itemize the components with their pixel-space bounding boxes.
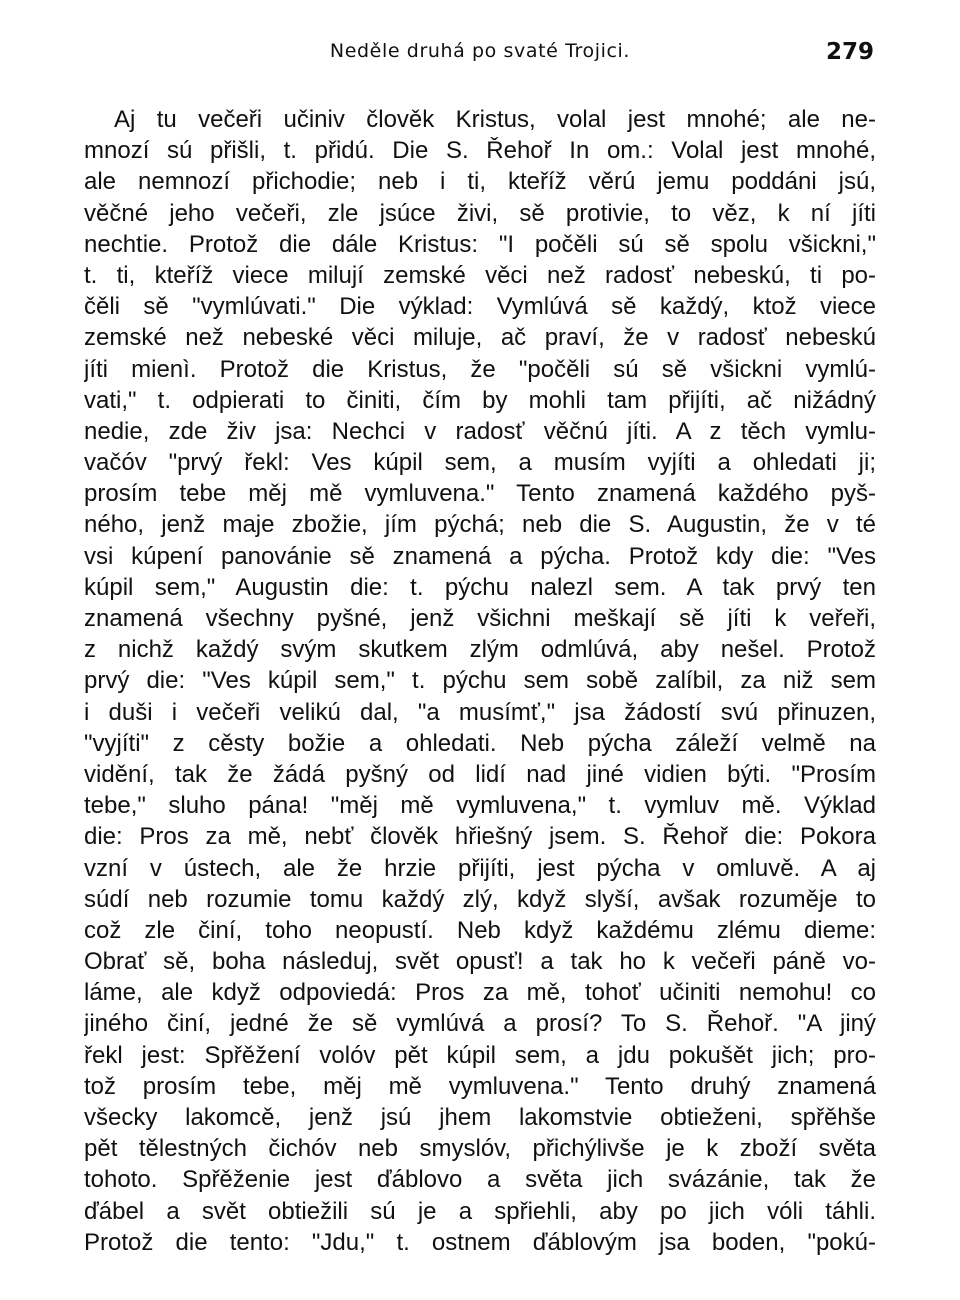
text-line: prosím tebe měj mě vymluvena." Tento znamená každého pyš-	[84, 480, 876, 508]
body-text	[84, 104, 876, 1258]
text-line: ného, jenž maje zbožie, jím pýchá; neb die S. Augustin, že v té	[84, 511, 876, 539]
text-line: súdí neb rozumie tomu každý zlý, když slyší, avšak rozuměje to	[84, 885, 876, 913]
text-line: t. ti, kteříž viece milují zemské věci než radosť nebeskú, ti po-	[84, 261, 876, 289]
text-line: vidění, tak že žádá pyšný od lidí nad jiné vidien býti. "Prosím	[84, 760, 876, 788]
text-line: zemské než nebeské věci miluje, ač praví, že v radosť nebeskú	[84, 324, 876, 352]
text-line: vzní v ústech, ale že hrzie přijíti, jest pýcha v omluvě. A aj	[84, 854, 876, 882]
text-line: prvý die: "Ves kúpil sem," t. pýchu sem sobě zalíbil, za niž sem	[84, 667, 876, 695]
running-head	[84, 36, 876, 76]
text-line: vačóv "prvý řekl: Ves kúpil sem, a musím vyjíti a ohledati ji;	[84, 449, 876, 477]
text-line: láme, ale když odpoviedá: Pros za mě, tohoť učiniti nemohu! co	[84, 979, 876, 1007]
text-line: vati," t. odpierati to činiti, čím by mohli tam přijíti, ač nižádný	[84, 386, 876, 414]
page-number: 279	[825, 39, 874, 65]
text-line: ale nemnozí přichodie; neb i ti, kteříž věrú jemu poddáni jsú,	[84, 168, 876, 196]
text-line: ďábel a svět obtiežili sú je a spřiehli, aby po jich vóli táhli.	[84, 1197, 876, 1225]
text-line: kúpil sem," Augustin die: t. pýchu nalezl sem. A tak prvý ten	[84, 573, 876, 601]
text-line: všecky lakomcě, jenž jsú jhem lakomstvie obtieženi, spřěhše	[84, 1104, 876, 1131]
text-line: i duši i večeři velikú dal, "a musímť," jsa žádostí svú přinuzen,	[84, 698, 876, 726]
text-line: čěli sě "vymlúvati." Die výklad: Vymlúvá sě každý, ktož viece	[84, 293, 876, 321]
text-line: jiného činí, jedné že sě vymlúvá a prosí? To S. Řehoř. "A jiný	[84, 1010, 876, 1038]
text-line: nedie, zde živ jsa: Nechci v radosť věčnú jíti. A z těch vymlu-	[84, 417, 876, 445]
text-line: "vyjíti" z cěsty božie a ohledati. Neb pýcha záleží velmě na	[84, 729, 876, 757]
text-line: což zle činí, toho neopustí. Neb když každému zlému dieme:	[84, 916, 876, 944]
text-line: jíti mienì. Protož die Kristus, že "počěli sú sě všickni vymlú-	[84, 355, 876, 383]
text-line: znamená všechny pyšné, jenž všichni meškají sě jíti k veřeři,	[84, 605, 876, 632]
running-title: Neděle druhá po svaté Trojici.	[329, 40, 631, 62]
text-line: Aj tu večeři učiniv člověk Kristus, volal jest mnohé; ale ne-	[114, 106, 876, 133]
text-line: Obrať sě, boha následuj, svět opusť! a tak ho k večeři páně vo-	[84, 948, 876, 976]
text-line: Protož die tento: "Jdu," t. ostnem ďáblovým jsa boden, "pokú-	[84, 1228, 876, 1256]
text-line: pět tělestných čichóv neb smyslóv, přichýlivše je k zboží světa	[84, 1135, 876, 1163]
text-line: vsi kúpení panovánie sě znamená a pýcha. Protož kdy die: "Ves	[84, 542, 876, 570]
text-line: tohoto. Spřěženie jest ďáblovo a světa jich svázánie, tak že	[84, 1166, 876, 1194]
text-line: mnozí sú přišli, t. přidú. Die S. Řehoř In om.: Volal jest mnohé,	[84, 137, 876, 165]
text-line: tož prosím tebe, měj mě vymluvena." Tento druhý znamená	[84, 1072, 876, 1100]
text-line: z nichž každý svým skutkem zlým odmlúvá, aby nešel. Protož	[84, 636, 876, 664]
text-line: věčné jeho večeři, zle jsúce živi, sě protivie, to věz, k ní jíti	[84, 199, 876, 227]
text-line: tebe," sluho pána! "měj mě vymluvena," t. vymluv mě. Výklad	[84, 792, 876, 820]
text-line: nechtie. Protož die dále Kristus: "I počěli sú sě spolu všickni,"	[84, 230, 876, 258]
text-line: die: Pros za mě, nebť člověk hřiešný jsem. S. Řehoř die: Pokora	[84, 823, 876, 851]
text-line: řekl jest: Spřěžení volóv pět kúpil sem, a jdu pokušět jich; pro-	[84, 1041, 876, 1069]
